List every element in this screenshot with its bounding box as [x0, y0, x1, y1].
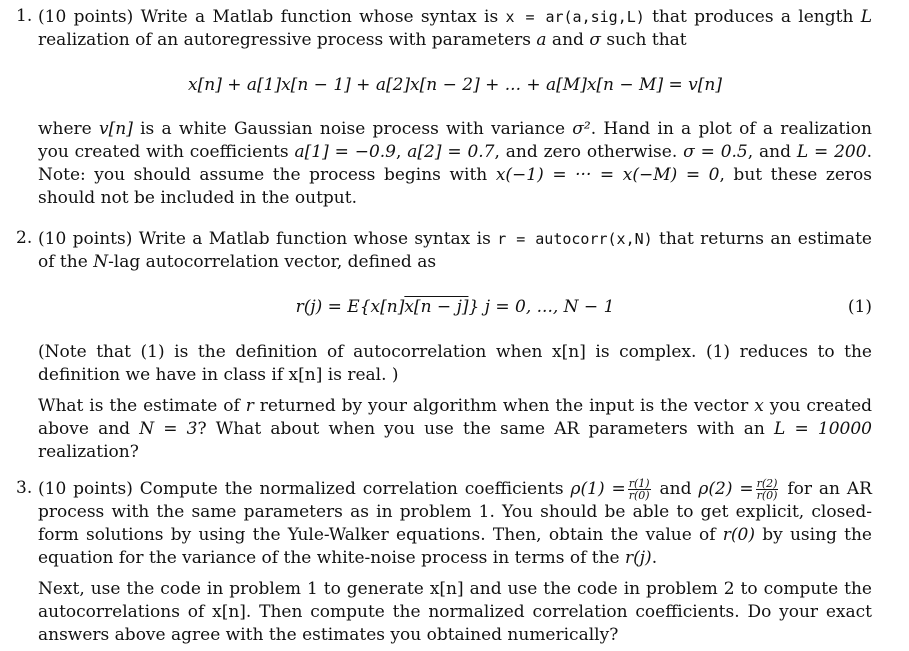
- problem-3-intro: (10 points) Compute the normalized correlation coefficients ρ(1) = $\frac{r(1)}{r(0)}$ and ρ(2) = $\frac{r(2)}{r(0)}$ for an AR process with the same parameters as in problem 1. You should be able to get explicit, closed-form solutions by using the Yule-Walker equations. Then, obtain the value of r(0) by using the equation for the variance of the white-noise process in terms of the r(j).: [38, 477, 872, 568]
- problem-number: 3.: [16, 478, 33, 498]
- problem-number: 2.: [16, 228, 33, 248]
- autocorr-equation: r(j) = E{x[n]x[n − j]} j = 0, ..., N − 1: [295, 297, 615, 317]
- problem-2: [16, 228, 872, 464]
- problem-1: [16, 6, 872, 210]
- problem-1-details: where v[n] is a white Gaussian noise process with variance σ². Hand in a plot of a realization you created with coefficients a[1] = −0.9, a[2] = 0.7, and zero otherwise. σ = 0.5, and L = 200. Note: you should assume the process begins with x(−1) = ··· = x(−M) = 0, but these zeros should not be included in the output.: [38, 119, 872, 208]
- problem-number: 1.: [16, 6, 33, 26]
- problem-2-question: What is the estimate of r returned by your algorithm when the input is the vector x you created above and N = 3? What about when you use the same AR parameters with an L = 10000 realization?: [38, 396, 873, 462]
- problem-2-intro: (10 points) Write a Matlab function whose syntax is r = autocorr(x,N) that returns an estimate of the N-lag autocorrelation vector, defined as: [38, 229, 872, 272]
- fraction-rho2: $\frac{r(2)}{r(0)}$: [756, 477, 778, 502]
- problem-1-intro: (10 points) Write a Matlab function whose syntax is x = ar(a,sig,L) that produces a length L realization of an autoregressive process with parameters a and σ such that: [38, 7, 872, 50]
- problem-3: [16, 478, 872, 647]
- fraction-rho1: $\frac{r(1)}{r(0)}$: [628, 477, 650, 502]
- equation-number: (1): [847, 297, 872, 317]
- code-ar: x = ar(a,sig,L): [505, 8, 645, 26]
- code-autocorr: r = autocorr(x,N): [497, 230, 653, 248]
- problem-2-note: (Note that (1) is the definition of autocorrelation when x[n] is complex. (1) reduces to the definition we have in class if x[n] is real. ): [38, 342, 872, 385]
- ar-equation: x[n] + a[1]x[n − 1] + a[2]x[n − 2] + ... + a[M]x[n − M] = v[n]: [188, 75, 722, 95]
- problem-3-numeric: Next, use the code in problem 1 to generate x[n] and use the code in problem 2 to compute the autocorrelations of x[n]. Then compute the normalized correlation coefficients. Do your exact answers above agree with the estimates you obtained numerically?: [38, 579, 872, 645]
- autocorr-equation-row: [38, 296, 872, 319]
